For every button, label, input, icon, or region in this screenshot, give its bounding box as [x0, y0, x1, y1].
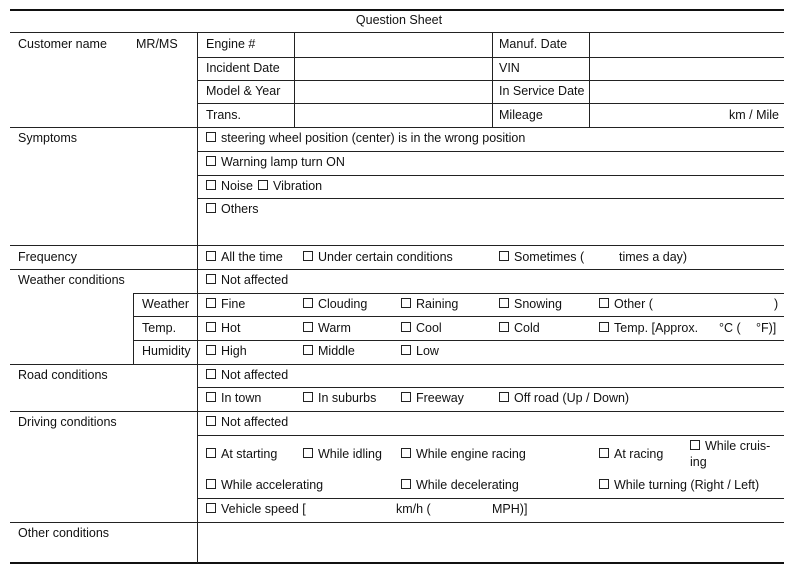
page-title: Question Sheet: [355, 13, 443, 27]
frequency-label: Frequency: [18, 250, 78, 264]
temp-warm[interactable]: Warm: [303, 321, 351, 336]
checkbox-icon[interactable]: [206, 392, 216, 402]
frequency-all-time[interactable]: All the time: [206, 250, 283, 265]
symptom-others[interactable]: Others: [206, 202, 259, 217]
checkbox-icon[interactable]: [401, 479, 411, 489]
checkbox-icon[interactable]: [303, 345, 313, 355]
checkbox-icon[interactable]: [206, 180, 216, 190]
temp-hot[interactable]: Hot: [206, 321, 240, 336]
col-divider: [133, 293, 134, 365]
road-off-road[interactable]: Off road (Up / Down): [499, 391, 629, 406]
col-divider: [492, 32, 493, 128]
temp-approx[interactable]: Temp. [Approx.: [599, 321, 698, 336]
symptom-noise[interactable]: Noise: [206, 179, 253, 194]
road-conditions-label: Road conditions: [18, 368, 108, 382]
checkbox-icon[interactable]: [599, 448, 609, 458]
model-year-label: Model & Year: [206, 84, 281, 98]
humidity-low[interactable]: Low: [401, 344, 439, 359]
rule: [10, 269, 784, 270]
vin-label: VIN: [499, 61, 520, 75]
checkbox-icon[interactable]: [206, 369, 216, 379]
road-in-town[interactable]: In town: [206, 391, 261, 406]
rule: [10, 522, 784, 523]
driving-engine-racing[interactable]: While engine racing: [401, 447, 526, 462]
rule: [198, 80, 784, 81]
temp-deg-c: °C (: [719, 321, 741, 335]
weather-not-affected[interactable]: Not affected: [206, 273, 288, 288]
temp-deg-f: °F)]: [756, 321, 777, 335]
humidity-label: Humidity: [142, 344, 191, 358]
rule: [10, 411, 784, 412]
rule: [198, 103, 784, 104]
weather-clouding[interactable]: Clouding: [303, 297, 367, 312]
rule: [198, 435, 784, 436]
symptom-steering[interactable]: steering wheel position (center) is in the wrong position: [206, 131, 525, 146]
checkbox-icon[interactable]: [499, 392, 509, 402]
rule: [10, 127, 784, 128]
checkbox-icon[interactable]: [401, 345, 411, 355]
driving-decelerating[interactable]: While decelerating: [401, 478, 519, 493]
rule: [198, 387, 784, 388]
driving-kmh: km/h (: [396, 502, 431, 516]
temp-cold[interactable]: Cold: [499, 321, 540, 336]
manuf-date-label: Manuf. Date: [499, 37, 568, 51]
checkbox-icon[interactable]: [206, 156, 216, 166]
in-service-date-label: In Service Date: [499, 84, 585, 98]
weather-conditions-label: Weather conditions: [18, 273, 125, 287]
col-divider: [294, 32, 295, 128]
checkbox-icon[interactable]: [206, 251, 216, 261]
road-suburbs[interactable]: In suburbs: [303, 391, 376, 406]
checkbox-icon[interactable]: [206, 322, 216, 332]
driving-conditions-label: Driving conditions: [18, 415, 117, 429]
checkbox-icon[interactable]: [401, 448, 411, 458]
checkbox-icon[interactable]: [206, 479, 216, 489]
humidity-middle[interactable]: Middle: [303, 344, 355, 359]
col-divider: [197, 32, 198, 563]
checkbox-icon[interactable]: [303, 298, 313, 308]
driving-turning[interactable]: While turning (Right / Left): [599, 478, 759, 493]
checkbox-icon[interactable]: [401, 298, 411, 308]
top-border: [10, 9, 784, 11]
checkbox-icon[interactable]: [206, 274, 216, 284]
weather-label: Weather: [142, 297, 190, 311]
weather-fine[interactable]: Fine: [206, 297, 245, 312]
checkbox-icon[interactable]: [599, 298, 609, 308]
driving-idling[interactable]: While idling: [303, 447, 382, 462]
symptom-vibration[interactable]: Vibration: [258, 179, 322, 194]
checkbox-icon[interactable]: [206, 203, 216, 213]
symptoms-label: Symptoms: [18, 131, 78, 145]
incident-date-label: Incident Date: [206, 61, 280, 75]
rule: [198, 498, 784, 499]
road-not-affected[interactable]: Not affected: [206, 368, 288, 383]
driving-cruising-cont: ing: [690, 455, 707, 469]
checkbox-icon[interactable]: [401, 392, 411, 402]
rule: [133, 293, 784, 294]
rule: [133, 316, 784, 317]
checkbox-icon[interactable]: [206, 345, 216, 355]
rule: [198, 198, 784, 199]
temp-cool[interactable]: Cool: [401, 321, 442, 336]
checkbox-icon[interactable]: [258, 180, 268, 190]
driving-accelerating[interactable]: While accelerating: [206, 478, 323, 493]
rule: [198, 175, 784, 176]
bottom-border: [10, 562, 784, 564]
rule: [198, 57, 784, 58]
frequency-certain[interactable]: Under certain conditions: [303, 250, 453, 265]
driving-at-racing[interactable]: At racing: [599, 447, 663, 462]
driving-at-starting[interactable]: At starting: [206, 447, 277, 462]
checkbox-icon[interactable]: [401, 322, 411, 332]
checkbox-icon[interactable]: [303, 251, 313, 261]
rule: [10, 245, 784, 246]
other-conditions-label: Other conditions: [18, 526, 110, 540]
driving-mph: MPH)]: [492, 502, 528, 516]
weather-other-close: ): [774, 297, 779, 311]
checkbox-icon[interactable]: [303, 448, 313, 458]
engine-label: Engine #: [206, 37, 256, 51]
rule: [10, 364, 784, 365]
col-divider: [589, 32, 590, 128]
checkbox-icon[interactable]: [499, 322, 509, 332]
customer-name-label: Customer name: [18, 37, 107, 51]
checkbox-icon[interactable]: [599, 479, 609, 489]
frequency-times-a-day: times a day): [619, 250, 688, 264]
rule: [10, 32, 784, 33]
honorific-label: MR/MS: [136, 37, 178, 51]
checkbox-icon[interactable]: [599, 322, 609, 332]
rule: [133, 340, 784, 341]
checkbox-icon[interactable]: [206, 132, 216, 142]
mileage-unit: km / Mile: [729, 108, 779, 122]
temp-label: Temp.: [142, 321, 177, 335]
checkbox-icon[interactable]: [499, 251, 509, 261]
driving-cruising[interactable]: While cruis-: [690, 439, 770, 454]
frequency-sometimes[interactable]: Sometimes (: [499, 250, 584, 265]
weather-snowing[interactable]: Snowing: [499, 297, 562, 312]
driving-vehicle-speed[interactable]: Vehicle speed [: [206, 502, 306, 517]
weather-raining[interactable]: Raining: [401, 297, 458, 312]
weather-other[interactable]: Other (: [599, 297, 653, 312]
trans-label: Trans.: [206, 108, 241, 122]
symptom-warning-lamp[interactable]: Warning lamp turn ON: [206, 155, 345, 170]
mileage-label: Mileage: [499, 108, 543, 122]
checkbox-icon[interactable]: [206, 298, 216, 308]
checkbox-icon[interactable]: [206, 416, 216, 426]
checkbox-icon[interactable]: [690, 440, 700, 450]
road-freeway[interactable]: Freeway: [401, 391, 464, 406]
humidity-high[interactable]: High: [206, 344, 247, 359]
checkbox-icon[interactable]: [206, 503, 216, 513]
checkbox-icon[interactable]: [303, 322, 313, 332]
driving-not-affected[interactable]: Not affected: [206, 415, 288, 430]
rule: [198, 151, 784, 152]
checkbox-icon[interactable]: [206, 448, 216, 458]
checkbox-icon[interactable]: [303, 392, 313, 402]
checkbox-icon[interactable]: [499, 298, 509, 308]
